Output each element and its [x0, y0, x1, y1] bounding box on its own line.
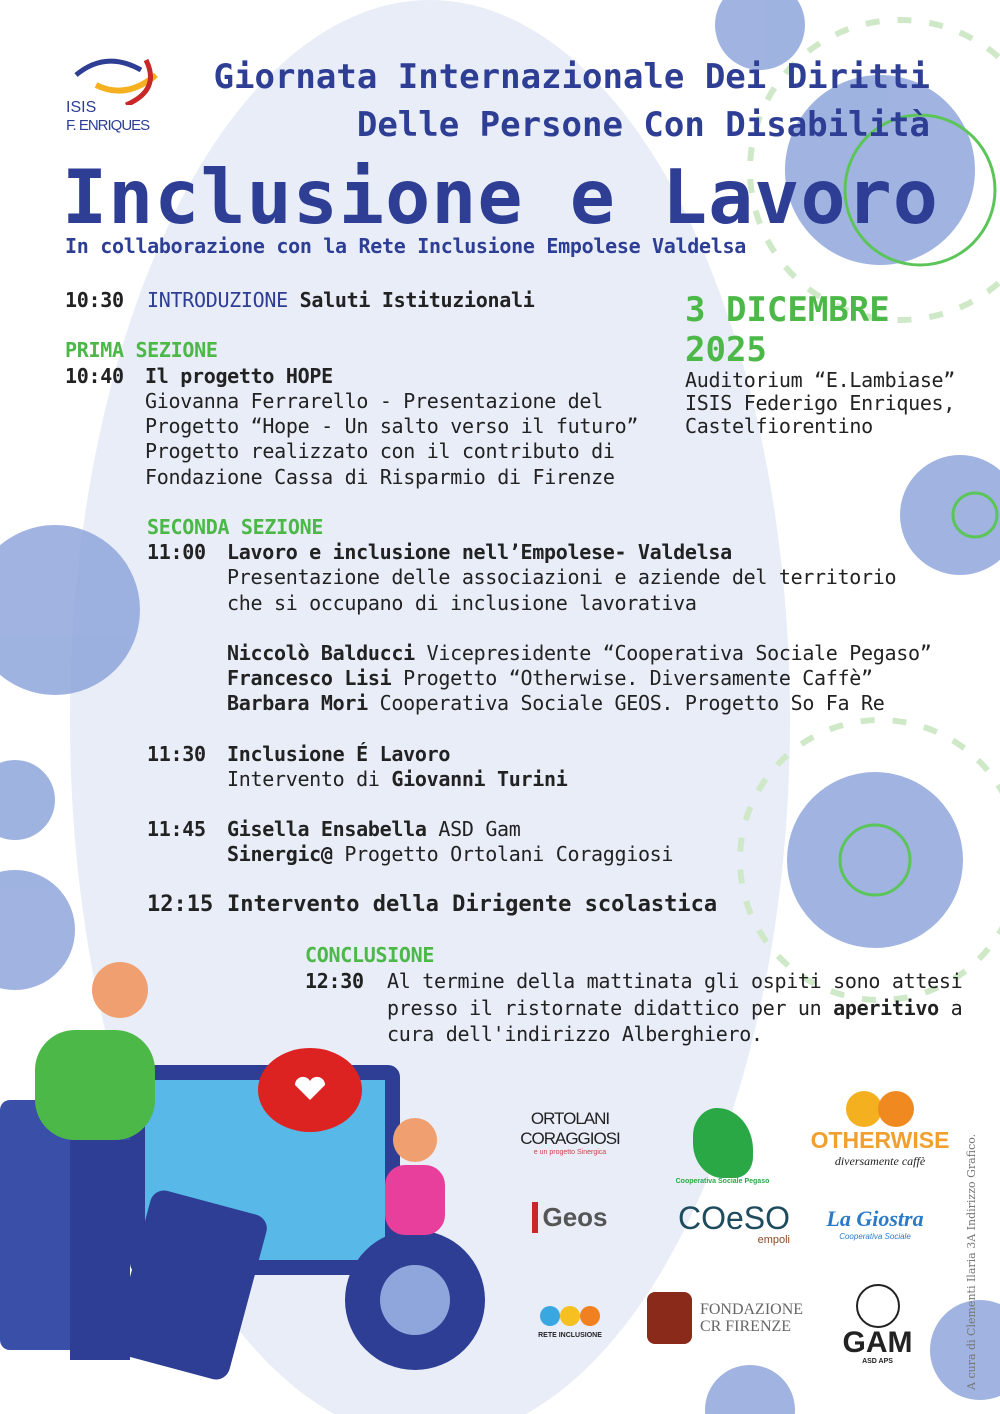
- speaker-name: Sinergic@: [227, 842, 333, 866]
- speaker-role: Progetto “Otherwise. Diversamente Caffè”: [391, 666, 873, 690]
- partner-logo-gam: [835, 1270, 920, 1365]
- partner-sub: CR FIRENZE: [699, 1317, 792, 1335]
- venue-line: Castelfiorentino: [685, 414, 873, 438]
- partner-name: RETE INCLUSIONE: [538, 1332, 602, 1339]
- item-line: che si occupano di inclusione lavorativa: [227, 591, 697, 615]
- speaker-role: Cooperativa Sociale GEOS. Progetto So Fa Re: [367, 691, 885, 715]
- speaker-name: Francesco Lisi: [227, 666, 392, 690]
- item-line: Progetto “Hope - Un salto verso il futuro”: [145, 414, 639, 438]
- gear-icon: [900, 455, 1000, 575]
- header-line2: Delle Persone Con Disabilità: [356, 105, 930, 145]
- partner-logo-otherwise: [805, 1080, 955, 1180]
- speaker-name: Niccolò Balducci: [227, 641, 415, 665]
- intro-item: [147, 288, 534, 313]
- partner-logo-lagiostra: [820, 1198, 930, 1248]
- rete-icon: [540, 1306, 600, 1326]
- gear-icon: [0, 760, 55, 840]
- header-line1: Giornata Internazionale Dei Diritti: [213, 57, 930, 97]
- venue-line: ISIS Federigo Enriques,: [685, 391, 956, 415]
- intro-time: 10:30: [65, 288, 124, 312]
- item-line: [227, 842, 673, 867]
- partner-sub: ASD APS: [862, 1358, 893, 1365]
- partner-logo-ortolani: [490, 1110, 650, 1155]
- section-heading: SECONDA SEZIONE: [147, 515, 324, 539]
- item-title: Lavoro e inclusione nell’Empolese- Valdelsa: [227, 540, 732, 564]
- item-text: ASD Gam: [426, 817, 521, 841]
- item-title: Inclusione É Lavoro: [227, 742, 451, 766]
- partner-sub: Cooperativa Sociale: [839, 1231, 911, 1241]
- item-time: 12:30: [305, 969, 364, 993]
- credit: A cura di Clementi Ilaria 3A Indirizzo Grafico.: [965, 1133, 978, 1390]
- pegasus-icon: [693, 1108, 753, 1178]
- speaker-name: Gisella Ensabella: [227, 817, 427, 841]
- item-line: [387, 996, 962, 1021]
- gear-icon: [787, 772, 963, 948]
- item-time: 11:45: [147, 817, 206, 841]
- item-line: [227, 767, 568, 792]
- partner-sub: diversamente caffè: [834, 1154, 926, 1168]
- speaker: [227, 691, 885, 716]
- speaker: [227, 641, 931, 666]
- partner-name: La Giostra: [826, 1205, 924, 1231]
- item-line: cura dell'indirizzo Alberghiero.: [387, 1022, 763, 1046]
- partner-logo-fondazione-cr-firenze: [640, 1290, 810, 1345]
- fondazione-emblem-icon: [647, 1292, 692, 1344]
- partner-name: COeSO: [677, 1200, 790, 1236]
- event-date-line1: 3 DICEMBRE: [685, 290, 890, 330]
- partner-logo-geos: [525, 1195, 615, 1240]
- subtitle: In collaborazione con la Rete Inclusione Empolese Valdelsa: [65, 234, 746, 258]
- partner-name: FONDAZIONE: [699, 1300, 804, 1318]
- gear-icon: [705, 1365, 795, 1414]
- speaker-name: Barbara Mori: [227, 691, 368, 715]
- item-text-bold: aperitivo: [833, 996, 939, 1020]
- event-date-line2: 2025: [685, 330, 767, 370]
- item-text: presso il ristornate didattico per un: [387, 996, 834, 1020]
- school-logo-line2: F. ENRIQUES: [66, 117, 150, 134]
- school-logo-mark: [66, 45, 166, 105]
- section-heading: CONCLUSIONE: [305, 943, 435, 967]
- speaker-name: Giovanni Turini: [391, 767, 568, 791]
- school-logo: [66, 45, 166, 140]
- item-line: Presentazione delle associazioni e aziende del territorio: [227, 565, 897, 589]
- partner-name: Geos: [532, 1202, 607, 1233]
- otherwise-icon: [846, 1091, 914, 1127]
- item-time: 10:40: [65, 364, 124, 388]
- venue-line: Auditorium “E.Lambiase”: [685, 368, 956, 392]
- item-text: Intervento di: [227, 767, 392, 791]
- gear-icon: [0, 870, 75, 990]
- page-title: Inclusione e Lavoro: [62, 153, 939, 241]
- item-title: Intervento della Dirigente scolastica: [227, 892, 718, 917]
- partner-logo-coeso: [645, 1200, 790, 1248]
- item-line: [227, 817, 521, 842]
- school-logo-line1: ISIS: [66, 99, 97, 116]
- partner-name: OTHERWISE: [810, 1127, 950, 1153]
- partner-name: GAM: [842, 1326, 913, 1359]
- item-text: Progetto Ortolani Coraggiosi: [332, 842, 674, 866]
- item-title: Il progetto HOPE: [145, 364, 333, 388]
- item-time: 12:15: [147, 892, 214, 917]
- partner-name: ORTOLANI CORAGGIOSI: [520, 1109, 620, 1148]
- gam-emblem-icon: [856, 1284, 900, 1328]
- item-time: 11:30: [147, 742, 206, 766]
- speaker-role: Vicepresidente “Cooperativa Sociale Pegaso”: [414, 641, 932, 665]
- item-line: Progetto realizzato con il contributo di: [145, 439, 615, 463]
- partner-sub: e un progetto Sinergica: [533, 1149, 607, 1156]
- speaker: [227, 666, 873, 691]
- intro-text: Saluti Istituzionali: [299, 288, 535, 312]
- item-line: Al termine della mattinata gli ospiti sono attesi: [387, 969, 963, 993]
- item-time: 11:00: [147, 540, 206, 564]
- intro-label: INTRODUZIONE: [147, 288, 288, 312]
- partner-sub: empoli: [757, 1234, 790, 1246]
- item-line: Giovanna Ferrarello - Presentazione del: [145, 389, 603, 413]
- partner-logo-pegaso: [675, 1085, 770, 1185]
- section-heading: PRIMA SEZIONE: [65, 338, 218, 362]
- item-text: a: [938, 996, 963, 1020]
- partner-name: Cooperativa Sociale Pegaso: [675, 1178, 770, 1185]
- partner-logo-rete-inclusione: [530, 1290, 610, 1355]
- item-line: Fondazione Cassa di Risparmio di Firenze: [145, 465, 615, 489]
